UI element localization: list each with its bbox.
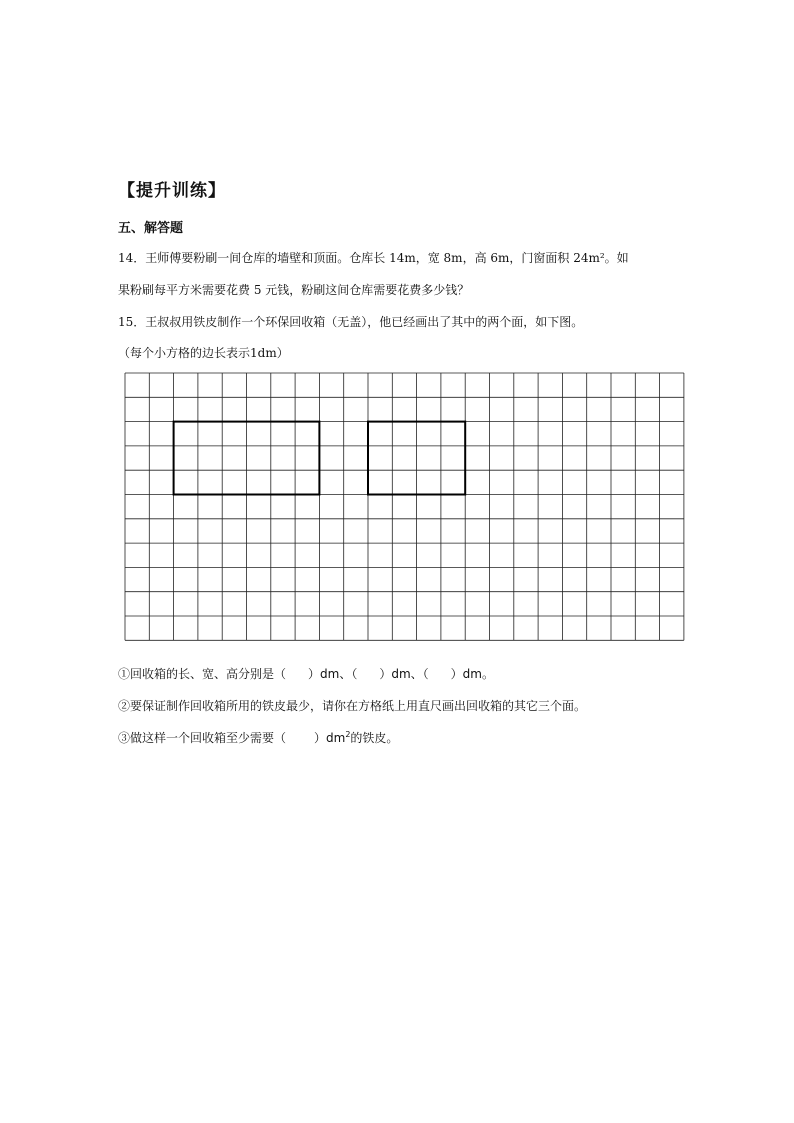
sub1-unit-3: ）dm。 [450, 667, 494, 681]
sub-question-2: ②要保证制作回收箱所用的铁皮最少，请你在方格纸上用直尺画出回收箱的其它三个面。 [118, 699, 587, 713]
question-14-line-2: 果粉刷每平方米需要花费 5 元钱，粉刷这间仓库需要花费多少钱？ [118, 283, 470, 297]
section-title: 【提升训练】 [118, 181, 226, 201]
question-15-note: （每个小方格的边长表示1dm） [118, 346, 289, 360]
sub1-prefix: ①回收箱的长、宽、高分别是（ [118, 667, 287, 681]
sub-question-1 [118, 665, 494, 682]
sub1-unit-2: ）dm、（ [379, 667, 429, 681]
question-15-line-1: 15．王叔叔用铁皮制作一个环保回收箱（无盖），他已经画出了其中的两个面，如下图。 [118, 315, 584, 329]
part-heading: 五、解答题 [118, 221, 184, 236]
sub-question-3 [118, 729, 398, 746]
sub3-suffix: 的铁皮。 [350, 731, 399, 745]
sub3-unit-superscript: 2 [345, 730, 351, 739]
sub3-unit: ）dm [314, 731, 346, 745]
question-14-line-1: 14．王师傅要粉刷一间仓库的墙壁和顶面。仓库长 14m，宽 8m，高 6m，门窗面积 24m²。如 [118, 251, 629, 265]
sub3-prefix: ③做这样一个回收箱至少需要（ [118, 731, 287, 745]
sub1-unit-1: ）dm、（ [308, 667, 358, 681]
